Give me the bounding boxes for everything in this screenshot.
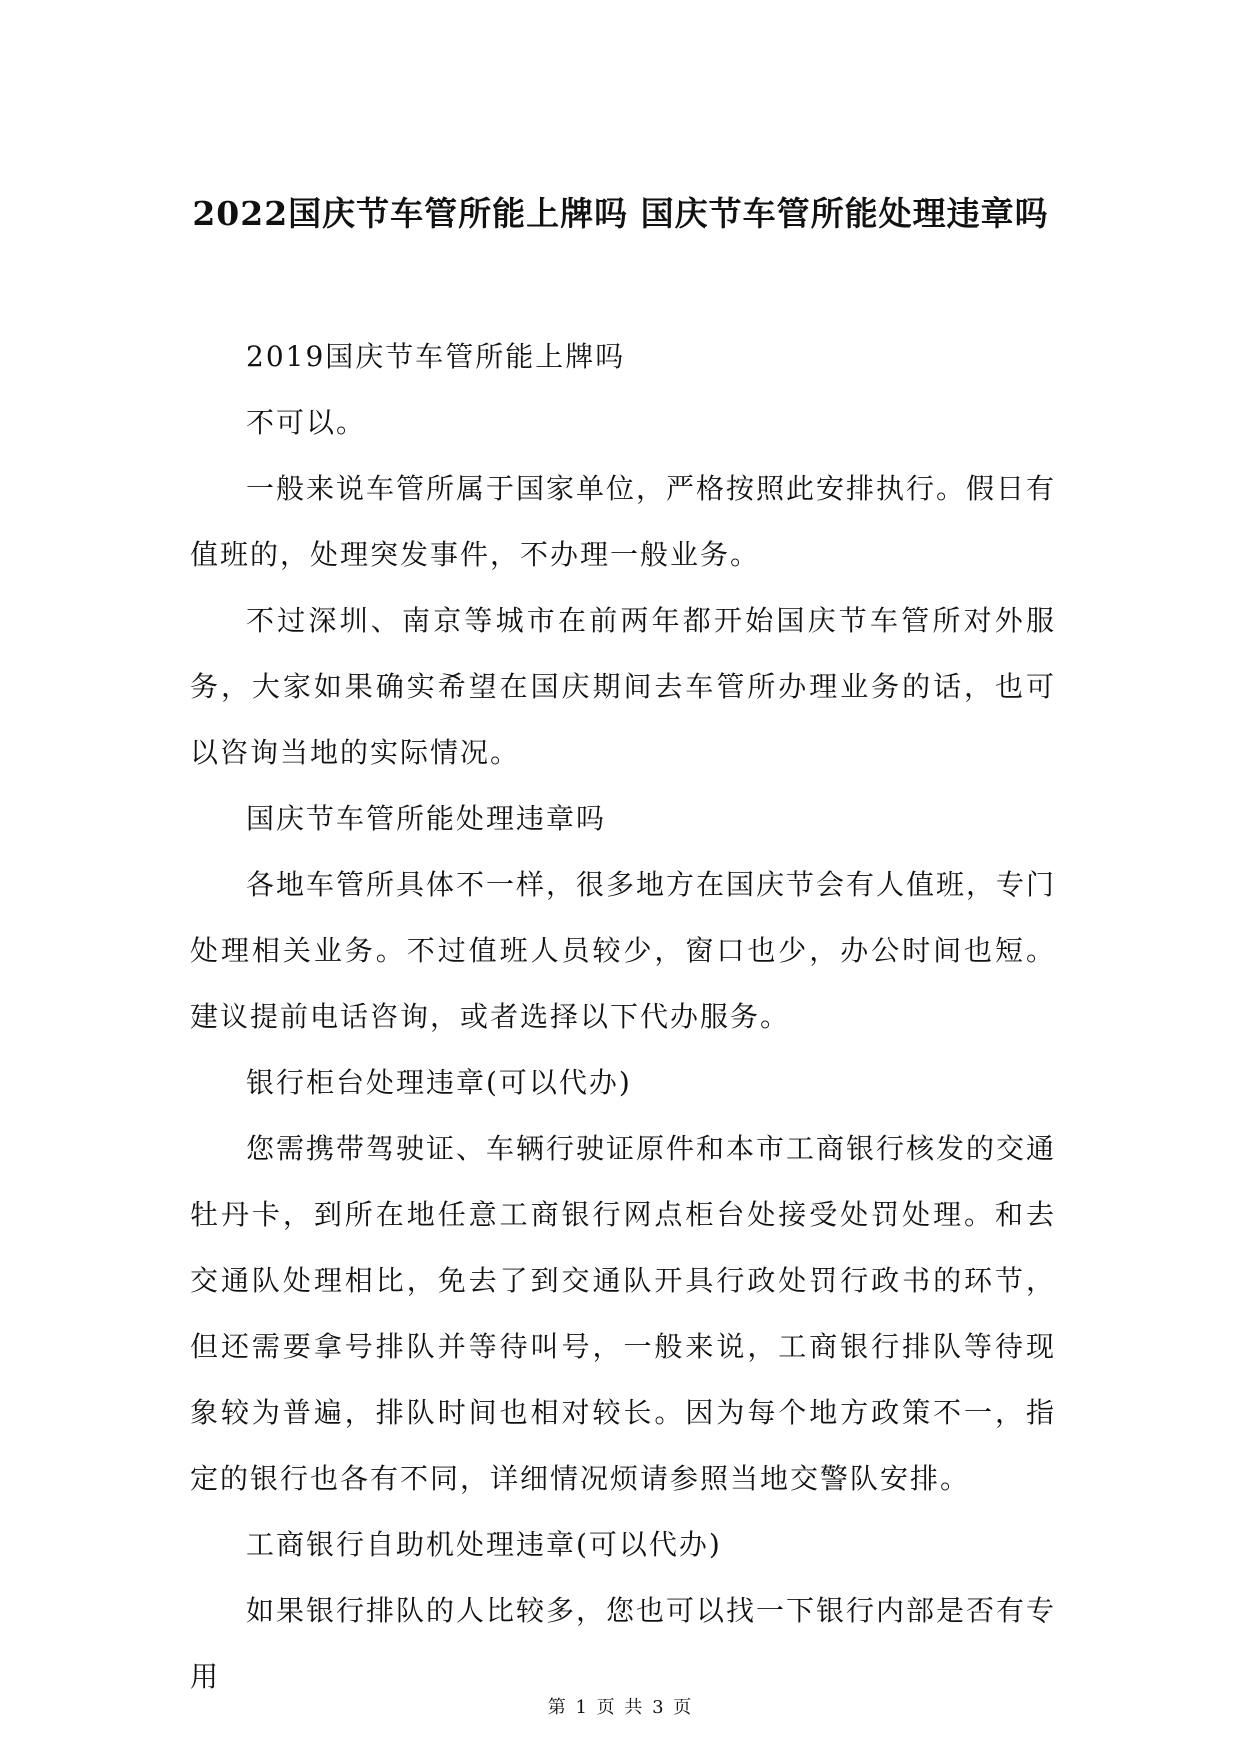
page-footer: 第 1 页 共 3 页 — [547, 1697, 694, 1718]
paragraph: 2019国庆节车管所能上牌吗 — [246, 340, 626, 373]
paragraph: 如果银行排队的人比较多，您也可以找一下银行内部是否有专用 — [190, 1594, 1057, 1693]
document-body — [190, 324, 1056, 1710]
section-heading: 工商银行自助机处理违章(可以代办) — [246, 1528, 722, 1561]
paragraph: 各地车管所具体不一样，很多地方在国庆节会有人值班，专门处理相关业务。不过值班人员较少，窗口也少，办公时间也短。建议提前电话咨询，或者选择以下代办服务。 — [190, 868, 1057, 1033]
paragraph: 不可以。 — [246, 406, 367, 439]
section-heading: 国庆节车管所能处理违章吗 — [246, 802, 607, 835]
section-heading: 银行柜台处理违章(可以代办) — [246, 1066, 632, 1099]
paragraph: 一般来说车管所属于国家单位，严格按照此安排执行。假日有值班的，处理突发事件，不办理一般业务。 — [190, 472, 1057, 571]
document-title: 2022国庆节车管所能上牌吗 国庆节车管所能处理违章吗 — [192, 194, 1049, 233]
paragraph: 您需携带驾驶证、车辆行驶证原件和本市工商银行核发的交通牡丹卡，到所在地任意工商银行网点柜台处接受处罚处理。和去交通队处理相比，免去了到交通队开具行政处罚行政书的环节，但还需要拿号排队并等待叫号，一般来说，工商银行排队等待现象较为普遍，排队时间也相对较长。因为每个地方政策不一，指定的银行也各有不同，详细情况烦请参照当地交警队安排。 — [190, 1132, 1057, 1495]
paragraph: 不过深圳、南京等城市在前两年都开始国庆节车管所对外服务，大家如果确实希望在国庆期间去车管所办理业务的话，也可以咨询当地的实际情况。 — [190, 604, 1056, 769]
